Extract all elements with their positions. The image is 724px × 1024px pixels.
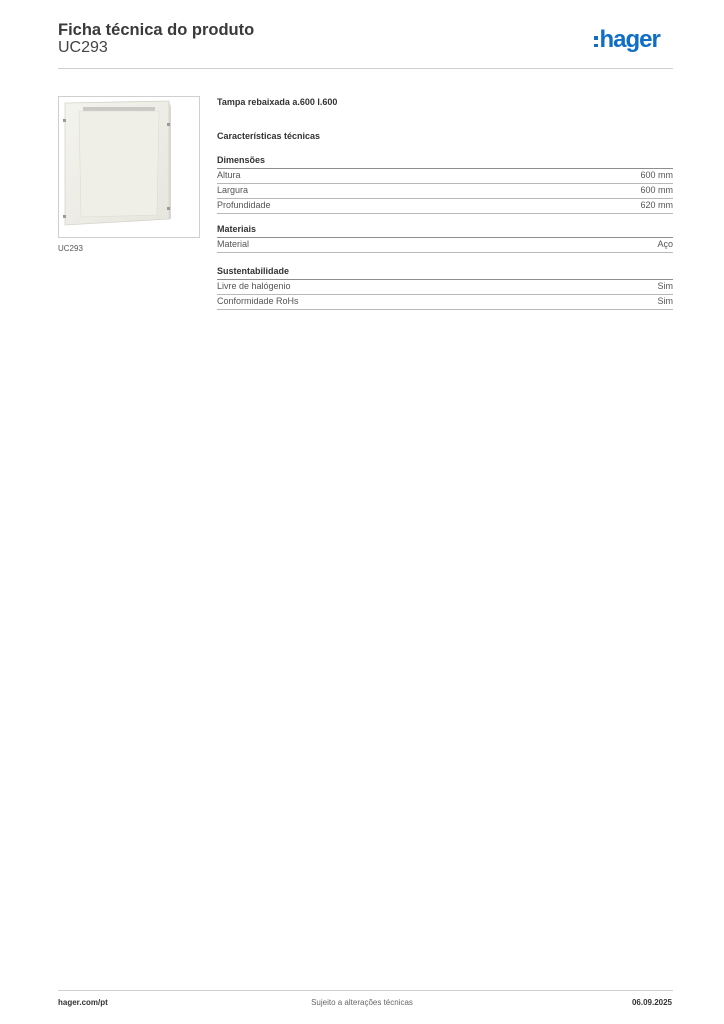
spec-value: 600 mm — [640, 170, 673, 180]
spec-row — [217, 238, 673, 253]
product-name: Tampa rebaixada a.600 l.600 — [217, 97, 338, 107]
spec-row — [217, 280, 673, 295]
spec-row — [217, 295, 673, 310]
group-title: Sustentabilidade — [217, 266, 673, 280]
product-image — [58, 96, 200, 238]
spec-label: Altura — [217, 170, 241, 180]
spec-label: Conformidade RoHs — [217, 296, 299, 306]
spec-label: Livre de halógenio — [217, 281, 291, 291]
spec-value: Sim — [657, 296, 673, 306]
product-code: UC293 — [58, 39, 108, 56]
product-panel-icon — [59, 97, 199, 237]
spec-group-sustentabilidade — [217, 266, 673, 310]
spec-value: 620 mm — [640, 200, 673, 210]
spec-value: Aço — [657, 239, 673, 249]
group-title: Dimensões — [217, 155, 673, 169]
footer-website-link[interactable]: hager.com/pt — [58, 998, 108, 1007]
spec-value: 600 mm — [640, 185, 673, 195]
hager-logo — [594, 28, 660, 52]
spec-value: Sim — [657, 281, 673, 291]
spec-group-materiais — [217, 224, 673, 253]
spec-heading: Características técnicas — [217, 131, 321, 141]
spec-row — [217, 184, 673, 199]
group-title: Materiais — [217, 224, 673, 238]
spec-row — [217, 169, 673, 184]
logo-dots-icon — [594, 36, 598, 47]
spec-row — [217, 199, 673, 214]
header-divider — [58, 68, 673, 69]
footer-date: 06.09.2025 — [631, 998, 672, 1007]
footer-notice: Sujeito a alterações técnicas — [311, 998, 413, 1007]
footer-divider — [58, 990, 673, 991]
spec-label: Profundidade — [217, 200, 271, 210]
spec-label: Largura — [217, 185, 249, 195]
spec-label: Material — [217, 239, 250, 249]
spec-group-dimensoes — [217, 155, 673, 214]
page-title: Ficha técnica do produto — [58, 21, 255, 39]
image-caption: UC293 — [58, 244, 83, 253]
logo-text: hager — [599, 26, 660, 53]
spec-section — [217, 96, 673, 310]
